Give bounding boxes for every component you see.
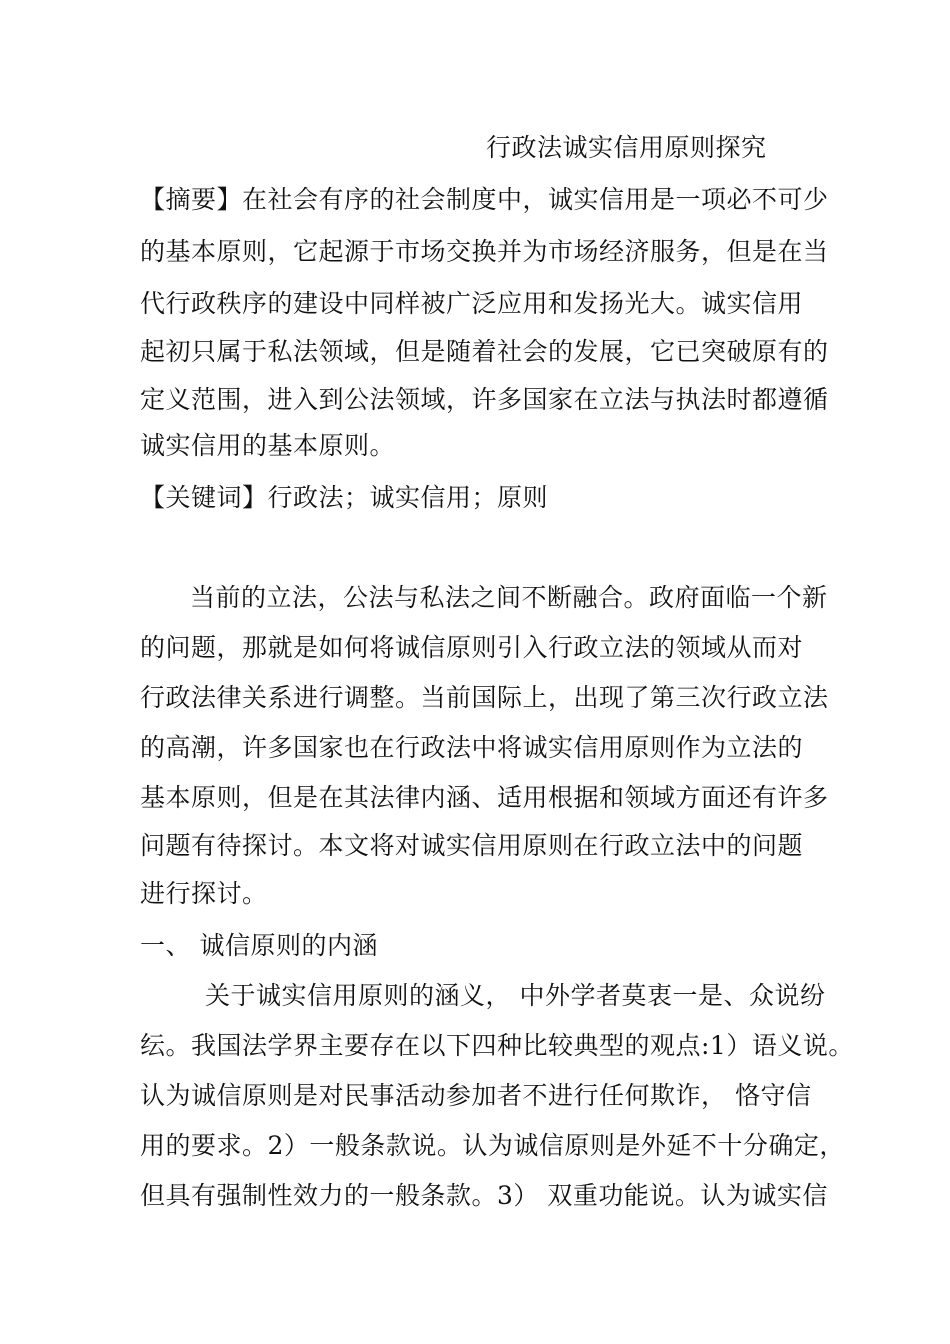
section-line-2: 纭。我国法学界主要存在以下四种比较典型的观点:1）语义说。 <box>140 1031 854 1060</box>
section-line-3: 认为诚信原则是对民事活动参加者不进行任何欺诈， 恪守信 <box>140 1081 812 1110</box>
intro-line-3: 行政法律关系进行调整。当前国际上，出现了第三次行政立法 <box>140 683 829 712</box>
abstract-line-6: 诚实信用的基本原则。 <box>140 431 396 460</box>
intro-line-5: 基本原则，但是在其法律内涵、适用根据和领域方面还有许多 <box>140 783 829 812</box>
keywords-line: 【关键词】行政法；诚实信用；原则 <box>140 483 549 512</box>
document-title: 行政法诚实信用原则探究 <box>486 133 767 162</box>
abstract-line-1: 【摘要】在社会有序的社会制度中，诚实信用是一项必不可少 <box>140 185 829 214</box>
section-heading: 一、 诚信原则的内涵 <box>140 931 378 960</box>
section-line-4: 用的要求。2）一般条款说。认为诚信原则是外延不十分确定， <box>140 1131 845 1160</box>
section-line-5: 但具有强制性效力的一般条款。3） 双重功能说。认为诚实信 <box>140 1181 828 1210</box>
intro-line-1: 当前的立法，公法与私法之间不断融合。政府面临一个新 <box>190 583 828 612</box>
intro-line-4: 的高潮，许多国家也在行政法中将诚实信用原则作为立法的 <box>140 733 804 762</box>
intro-line-7: 进行探讨。 <box>140 879 268 908</box>
abstract-line-3: 代行政秩序的建设中同样被广泛应用和发扬光大。诚实信用 <box>140 289 804 318</box>
intro-line-2: 的问题，那就是如何将诚信原则引入行政立法的领域从而对 <box>140 633 804 662</box>
abstract-line-4: 起初只属于私法领域，但是随着社会的发展，它已突破原有的 <box>140 337 829 366</box>
section-line-1: 关于诚实信用原则的涵义， 中外学者莫衷一是、众说纷 <box>205 981 826 1010</box>
abstract-line-2: 的基本原则，它起源于市场交换并为市场经济服务，但是在当 <box>140 237 829 266</box>
abstract-line-5: 定义范围，进入到公法领域，许多国家在立法与执法时都遵循 <box>140 385 829 414</box>
intro-line-6: 问题有待探讨。本文将对诚实信用原则在行政立法中的问题 <box>140 831 804 860</box>
